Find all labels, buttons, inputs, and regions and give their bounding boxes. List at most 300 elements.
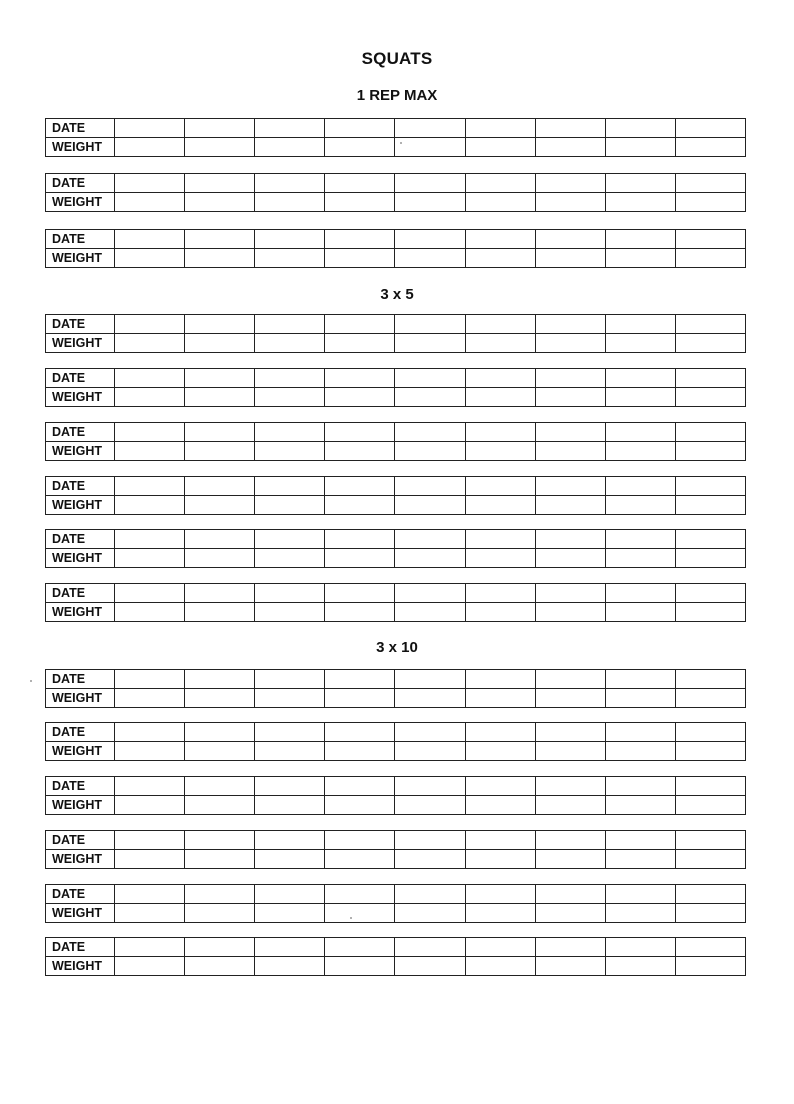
weight-entry-cell[interactable] <box>255 689 325 708</box>
date-entry-cell[interactable] <box>605 174 675 193</box>
date-entry-cell[interactable] <box>605 885 675 904</box>
weight-entry-cell[interactable] <box>255 549 325 568</box>
date-entry-cell[interactable] <box>185 477 255 496</box>
date-entry-cell[interactable] <box>255 584 325 603</box>
date-row <box>46 230 746 249</box>
date-entry-cell[interactable] <box>115 723 185 742</box>
date-entry-cell[interactable] <box>185 230 255 249</box>
date-entry-cell[interactable] <box>395 315 465 334</box>
date-entry-cell[interactable] <box>675 423 745 442</box>
date-entry-cell[interactable] <box>465 530 535 549</box>
log-table <box>45 422 746 461</box>
weight-entry-cell[interactable] <box>535 796 605 815</box>
date-entry-cell[interactable] <box>605 777 675 796</box>
date-entry-cell[interactable] <box>325 530 395 549</box>
weight-entry-cell[interactable] <box>255 796 325 815</box>
date-entry-cell[interactable] <box>115 174 185 193</box>
weight-entry-cell[interactable] <box>605 193 675 212</box>
date-entry-cell[interactable] <box>255 670 325 689</box>
date-entry-cell[interactable] <box>325 584 395 603</box>
weight-entry-cell[interactable] <box>115 603 185 622</box>
weight-entry-cell[interactable] <box>535 138 605 157</box>
weight-entry-cell[interactable] <box>395 603 465 622</box>
date-label: DATE <box>46 315 115 334</box>
weight-entry-cell[interactable] <box>465 193 535 212</box>
weight-entry-cell[interactable] <box>535 496 605 515</box>
weight-entry-cell[interactable] <box>185 442 255 461</box>
weight-entry-cell[interactable] <box>675 904 745 923</box>
weight-entry-cell[interactable] <box>675 957 745 976</box>
weight-row <box>46 193 746 212</box>
date-entry-cell[interactable] <box>185 423 255 442</box>
weight-entry-cell[interactable] <box>395 249 465 268</box>
weight-entry-cell[interactable] <box>535 742 605 761</box>
date-entry-cell[interactable] <box>185 938 255 957</box>
log-table <box>45 173 746 212</box>
date-entry-cell[interactable] <box>325 831 395 850</box>
weight-entry-cell[interactable] <box>535 689 605 708</box>
weight-entry-cell[interactable] <box>605 249 675 268</box>
weight-row <box>46 388 746 407</box>
date-entry-cell[interactable] <box>395 670 465 689</box>
weight-entry-cell[interactable] <box>605 442 675 461</box>
weight-entry-cell[interactable] <box>395 442 465 461</box>
weight-entry-cell[interactable] <box>465 496 535 515</box>
weight-entry-cell[interactable] <box>325 957 395 976</box>
weight-entry-cell[interactable] <box>535 850 605 869</box>
date-entry-cell[interactable] <box>255 315 325 334</box>
date-entry-cell[interactable] <box>675 315 745 334</box>
date-row <box>46 584 746 603</box>
date-entry-cell[interactable] <box>325 230 395 249</box>
weight-entry-cell[interactable] <box>325 496 395 515</box>
date-entry-cell[interactable] <box>115 369 185 388</box>
date-entry-cell[interactable] <box>465 369 535 388</box>
weight-entry-cell[interactable] <box>395 193 465 212</box>
date-entry-cell[interactable] <box>535 119 605 138</box>
date-entry-cell[interactable] <box>605 938 675 957</box>
weight-entry-cell[interactable] <box>675 334 745 353</box>
weight-entry-cell[interactable] <box>605 603 675 622</box>
weight-entry-cell[interactable] <box>535 388 605 407</box>
weight-entry-cell[interactable] <box>395 138 465 157</box>
weight-entry-cell[interactable] <box>535 334 605 353</box>
weight-entry-cell[interactable] <box>535 442 605 461</box>
weight-entry-cell[interactable] <box>675 549 745 568</box>
weight-entry-cell[interactable] <box>185 334 255 353</box>
date-entry-cell[interactable] <box>395 584 465 603</box>
date-entry-cell[interactable] <box>675 723 745 742</box>
weight-entry-cell[interactable] <box>395 850 465 869</box>
weight-entry-cell[interactable] <box>255 904 325 923</box>
weight-entry-cell[interactable] <box>115 496 185 515</box>
weight-entry-cell[interactable] <box>605 388 675 407</box>
date-entry-cell[interactable] <box>255 723 325 742</box>
date-entry-cell[interactable] <box>325 119 395 138</box>
date-entry-cell[interactable] <box>325 315 395 334</box>
weight-entry-cell[interactable] <box>465 850 535 869</box>
paper-speck <box>400 142 402 144</box>
weight-entry-cell[interactable] <box>255 249 325 268</box>
date-entry-cell[interactable] <box>675 369 745 388</box>
log-table <box>45 229 746 268</box>
weight-entry-cell[interactable] <box>395 796 465 815</box>
weight-entry-cell[interactable] <box>675 388 745 407</box>
weight-entry-cell[interactable] <box>115 138 185 157</box>
weight-entry-cell[interactable] <box>325 249 395 268</box>
weight-entry-cell[interactable] <box>325 689 395 708</box>
date-entry-cell[interactable] <box>115 230 185 249</box>
weight-entry-cell[interactable] <box>675 742 745 761</box>
date-entry-cell[interactable] <box>325 369 395 388</box>
date-entry-cell[interactable] <box>465 831 535 850</box>
date-entry-cell[interactable] <box>465 477 535 496</box>
date-entry-cell[interactable] <box>675 119 745 138</box>
weight-entry-cell[interactable] <box>605 957 675 976</box>
date-row <box>46 723 746 742</box>
weight-label: WEIGHT <box>46 957 115 976</box>
weight-entry-cell[interactable] <box>185 689 255 708</box>
date-entry-cell[interactable] <box>185 777 255 796</box>
weight-entry-cell[interactable] <box>325 796 395 815</box>
date-entry-cell[interactable] <box>325 477 395 496</box>
date-row <box>46 315 746 334</box>
date-entry-cell[interactable] <box>675 174 745 193</box>
weight-entry-cell[interactable] <box>115 957 185 976</box>
weight-entry-cell[interactable] <box>115 442 185 461</box>
date-entry-cell[interactable] <box>185 174 255 193</box>
date-entry-cell[interactable] <box>675 230 745 249</box>
weight-entry-cell[interactable] <box>255 850 325 869</box>
weight-entry-cell[interactable] <box>185 957 255 976</box>
date-entry-cell[interactable] <box>255 831 325 850</box>
date-entry-cell[interactable] <box>395 174 465 193</box>
weight-entry-cell[interactable] <box>115 193 185 212</box>
weight-entry-cell[interactable] <box>255 496 325 515</box>
weight-entry-cell[interactable] <box>395 388 465 407</box>
date-entry-cell[interactable] <box>395 723 465 742</box>
date-entry-cell[interactable] <box>605 584 675 603</box>
date-entry-cell[interactable] <box>605 423 675 442</box>
weight-entry-cell[interactable] <box>465 334 535 353</box>
weight-entry-cell[interactable] <box>395 689 465 708</box>
date-entry-cell[interactable] <box>325 174 395 193</box>
date-entry-cell[interactable] <box>115 670 185 689</box>
weight-entry-cell[interactable] <box>325 904 395 923</box>
weight-label: WEIGHT <box>46 193 115 212</box>
weight-entry-cell[interactable] <box>255 334 325 353</box>
date-entry-cell[interactable] <box>255 530 325 549</box>
date-entry-cell[interactable] <box>395 230 465 249</box>
log-table <box>45 368 746 407</box>
weight-entry-cell[interactable] <box>465 549 535 568</box>
date-entry-cell[interactable] <box>535 423 605 442</box>
date-label: DATE <box>46 423 115 442</box>
weight-entry-cell[interactable] <box>535 603 605 622</box>
weight-entry-cell[interactable] <box>325 193 395 212</box>
date-entry-cell[interactable] <box>535 885 605 904</box>
date-entry-cell[interactable] <box>115 119 185 138</box>
weight-entry-cell[interactable] <box>675 442 745 461</box>
weight-entry-cell[interactable] <box>185 796 255 815</box>
date-entry-cell[interactable] <box>675 530 745 549</box>
weight-entry-cell[interactable] <box>465 249 535 268</box>
date-entry-cell[interactable] <box>535 938 605 957</box>
weight-entry-cell[interactable] <box>115 850 185 869</box>
date-entry-cell[interactable] <box>465 119 535 138</box>
date-entry-cell[interactable] <box>535 174 605 193</box>
weight-entry-cell[interactable] <box>185 850 255 869</box>
weight-entry-cell[interactable] <box>115 742 185 761</box>
date-entry-cell[interactable] <box>185 723 255 742</box>
weight-entry-cell[interactable] <box>395 742 465 761</box>
weight-entry-cell[interactable] <box>395 957 465 976</box>
weight-entry-cell[interactable] <box>255 193 325 212</box>
date-entry-cell[interactable] <box>535 369 605 388</box>
weight-entry-cell[interactable] <box>325 850 395 869</box>
date-entry-cell[interactable] <box>395 369 465 388</box>
weight-entry-cell[interactable] <box>465 904 535 923</box>
date-entry-cell[interactable] <box>115 423 185 442</box>
weight-row <box>46 442 746 461</box>
date-entry-cell[interactable] <box>325 670 395 689</box>
date-entry-cell[interactable] <box>395 477 465 496</box>
weight-entry-cell[interactable] <box>325 442 395 461</box>
date-entry-cell[interactable] <box>535 315 605 334</box>
date-entry-cell[interactable] <box>255 477 325 496</box>
date-entry-cell[interactable] <box>185 831 255 850</box>
date-entry-cell[interactable] <box>325 423 395 442</box>
date-entry-cell[interactable] <box>535 530 605 549</box>
date-entry-cell[interactable] <box>395 831 465 850</box>
weight-row <box>46 689 746 708</box>
date-entry-cell[interactable] <box>465 670 535 689</box>
weight-entry-cell[interactable] <box>325 549 395 568</box>
weight-row <box>46 850 746 869</box>
weight-entry-cell[interactable] <box>675 138 745 157</box>
date-label: DATE <box>46 831 115 850</box>
weight-entry-cell[interactable] <box>675 689 745 708</box>
weight-entry-cell[interactable] <box>395 496 465 515</box>
date-entry-cell[interactable] <box>185 119 255 138</box>
date-entry-cell[interactable] <box>115 938 185 957</box>
weight-entry-cell[interactable] <box>465 957 535 976</box>
weight-entry-cell[interactable] <box>115 249 185 268</box>
date-entry-cell[interactable] <box>605 315 675 334</box>
date-entry-cell[interactable] <box>535 477 605 496</box>
date-entry-cell[interactable] <box>675 777 745 796</box>
date-entry-cell[interactable] <box>535 777 605 796</box>
date-entry-cell[interactable] <box>535 723 605 742</box>
date-entry-cell[interactable] <box>605 670 675 689</box>
date-entry-cell[interactable] <box>255 423 325 442</box>
weight-entry-cell[interactable] <box>675 850 745 869</box>
date-entry-cell[interactable] <box>185 369 255 388</box>
date-entry-cell[interactable] <box>115 477 185 496</box>
date-entry-cell[interactable] <box>325 777 395 796</box>
date-entry-cell[interactable] <box>255 230 325 249</box>
weight-entry-cell[interactable] <box>535 193 605 212</box>
weight-entry-cell[interactable] <box>395 904 465 923</box>
date-entry-cell[interactable] <box>395 938 465 957</box>
weight-entry-cell[interactable] <box>185 249 255 268</box>
date-entry-cell[interactable] <box>255 885 325 904</box>
weight-entry-cell[interactable] <box>185 388 255 407</box>
date-row <box>46 119 746 138</box>
date-entry-cell[interactable] <box>465 938 535 957</box>
date-entry-cell[interactable] <box>605 119 675 138</box>
weight-entry-cell[interactable] <box>185 904 255 923</box>
date-entry-cell[interactable] <box>115 831 185 850</box>
weight-entry-cell[interactable] <box>605 334 675 353</box>
date-entry-cell[interactable] <box>185 315 255 334</box>
date-entry-cell[interactable] <box>115 530 185 549</box>
date-entry-cell[interactable] <box>605 477 675 496</box>
date-entry-cell[interactable] <box>465 777 535 796</box>
weight-entry-cell[interactable] <box>675 496 745 515</box>
date-entry-cell[interactable] <box>395 423 465 442</box>
weight-row <box>46 249 746 268</box>
log-table <box>45 884 746 923</box>
weight-entry-cell[interactable] <box>395 549 465 568</box>
log-table <box>45 669 746 708</box>
weight-entry-cell[interactable] <box>605 689 675 708</box>
date-entry-cell[interactable] <box>115 777 185 796</box>
weight-entry-cell[interactable] <box>115 904 185 923</box>
weight-entry-cell[interactable] <box>395 334 465 353</box>
date-entry-cell[interactable] <box>185 885 255 904</box>
weight-entry-cell[interactable] <box>185 742 255 761</box>
date-entry-cell[interactable] <box>605 530 675 549</box>
weight-entry-cell[interactable] <box>185 193 255 212</box>
log-table <box>45 529 746 568</box>
date-entry-cell[interactable] <box>675 938 745 957</box>
date-entry-cell[interactable] <box>675 831 745 850</box>
date-entry-cell[interactable] <box>395 119 465 138</box>
weight-entry-cell[interactable] <box>255 138 325 157</box>
date-entry-cell[interactable] <box>115 584 185 603</box>
weight-entry-cell[interactable] <box>605 850 675 869</box>
weight-entry-cell[interactable] <box>115 796 185 815</box>
date-entry-cell[interactable] <box>325 723 395 742</box>
date-entry-cell[interactable] <box>395 777 465 796</box>
weight-entry-cell[interactable] <box>325 388 395 407</box>
date-entry-cell[interactable] <box>675 885 745 904</box>
weight-entry-cell[interactable] <box>465 388 535 407</box>
date-entry-cell[interactable] <box>465 723 535 742</box>
date-entry-cell[interactable] <box>605 230 675 249</box>
log-table <box>45 476 746 515</box>
date-entry-cell[interactable] <box>535 230 605 249</box>
date-entry-cell[interactable] <box>185 530 255 549</box>
weight-entry-cell[interactable] <box>185 496 255 515</box>
date-entry-cell[interactable] <box>675 477 745 496</box>
weight-entry-cell[interactable] <box>185 603 255 622</box>
weight-entry-cell[interactable] <box>605 796 675 815</box>
date-entry-cell[interactable] <box>115 885 185 904</box>
weight-entry-cell[interactable] <box>675 603 745 622</box>
date-entry-cell[interactable] <box>605 369 675 388</box>
date-entry-cell[interactable] <box>465 174 535 193</box>
date-label: DATE <box>46 477 115 496</box>
date-entry-cell[interactable] <box>465 423 535 442</box>
weight-label: WEIGHT <box>46 496 115 515</box>
date-entry-cell[interactable] <box>535 831 605 850</box>
date-entry-cell[interactable] <box>465 230 535 249</box>
weight-entry-cell[interactable] <box>115 549 185 568</box>
weight-entry-cell[interactable] <box>115 689 185 708</box>
weight-entry-cell[interactable] <box>535 549 605 568</box>
date-entry-cell[interactable] <box>255 938 325 957</box>
date-entry-cell[interactable] <box>395 885 465 904</box>
date-entry-cell[interactable] <box>185 584 255 603</box>
weight-entry-cell[interactable] <box>605 138 675 157</box>
weight-entry-cell[interactable] <box>465 742 535 761</box>
weight-entry-cell[interactable] <box>325 138 395 157</box>
date-entry-cell[interactable] <box>605 831 675 850</box>
log-table <box>45 937 746 976</box>
date-entry-cell[interactable] <box>535 670 605 689</box>
date-entry-cell[interactable] <box>115 315 185 334</box>
weight-entry-cell[interactable] <box>325 603 395 622</box>
weight-entry-cell[interactable] <box>535 249 605 268</box>
date-entry-cell[interactable] <box>465 584 535 603</box>
date-entry-cell[interactable] <box>255 777 325 796</box>
date-row <box>46 670 746 689</box>
weight-entry-cell[interactable] <box>675 796 745 815</box>
weight-entry-cell[interactable] <box>465 796 535 815</box>
date-entry-cell[interactable] <box>605 723 675 742</box>
weight-entry-cell[interactable] <box>465 689 535 708</box>
weight-entry-cell[interactable] <box>465 442 535 461</box>
date-entry-cell[interactable] <box>675 670 745 689</box>
weight-entry-cell[interactable] <box>465 603 535 622</box>
weight-entry-cell[interactable] <box>185 138 255 157</box>
weight-entry-cell[interactable] <box>115 334 185 353</box>
weight-entry-cell[interactable] <box>255 388 325 407</box>
weight-entry-cell[interactable] <box>605 742 675 761</box>
weight-entry-cell[interactable] <box>675 249 745 268</box>
weight-entry-cell[interactable] <box>605 904 675 923</box>
date-entry-cell[interactable] <box>325 938 395 957</box>
weight-entry-cell[interactable] <box>255 603 325 622</box>
weight-entry-cell[interactable] <box>255 957 325 976</box>
weight-entry-cell[interactable] <box>185 549 255 568</box>
date-entry-cell[interactable] <box>255 369 325 388</box>
date-entry-cell[interactable] <box>465 315 535 334</box>
date-entry-cell[interactable] <box>255 119 325 138</box>
weight-entry-cell[interactable] <box>605 496 675 515</box>
weight-entry-cell[interactable] <box>535 957 605 976</box>
weight-entry-cell[interactable] <box>325 334 395 353</box>
weight-entry-cell[interactable] <box>255 742 325 761</box>
date-entry-cell[interactable] <box>465 885 535 904</box>
weight-entry-cell[interactable] <box>325 742 395 761</box>
weight-entry-cell[interactable] <box>675 193 745 212</box>
date-entry-cell[interactable] <box>535 584 605 603</box>
weight-entry-cell[interactable] <box>255 442 325 461</box>
weight-entry-cell[interactable] <box>535 904 605 923</box>
date-entry-cell[interactable] <box>395 530 465 549</box>
date-entry-cell[interactable] <box>325 885 395 904</box>
weight-entry-cell[interactable] <box>605 549 675 568</box>
date-entry-cell[interactable] <box>255 174 325 193</box>
date-entry-cell[interactable] <box>185 670 255 689</box>
weight-entry-cell[interactable] <box>115 388 185 407</box>
date-entry-cell[interactable] <box>675 584 745 603</box>
weight-entry-cell[interactable] <box>465 138 535 157</box>
date-row <box>46 174 746 193</box>
